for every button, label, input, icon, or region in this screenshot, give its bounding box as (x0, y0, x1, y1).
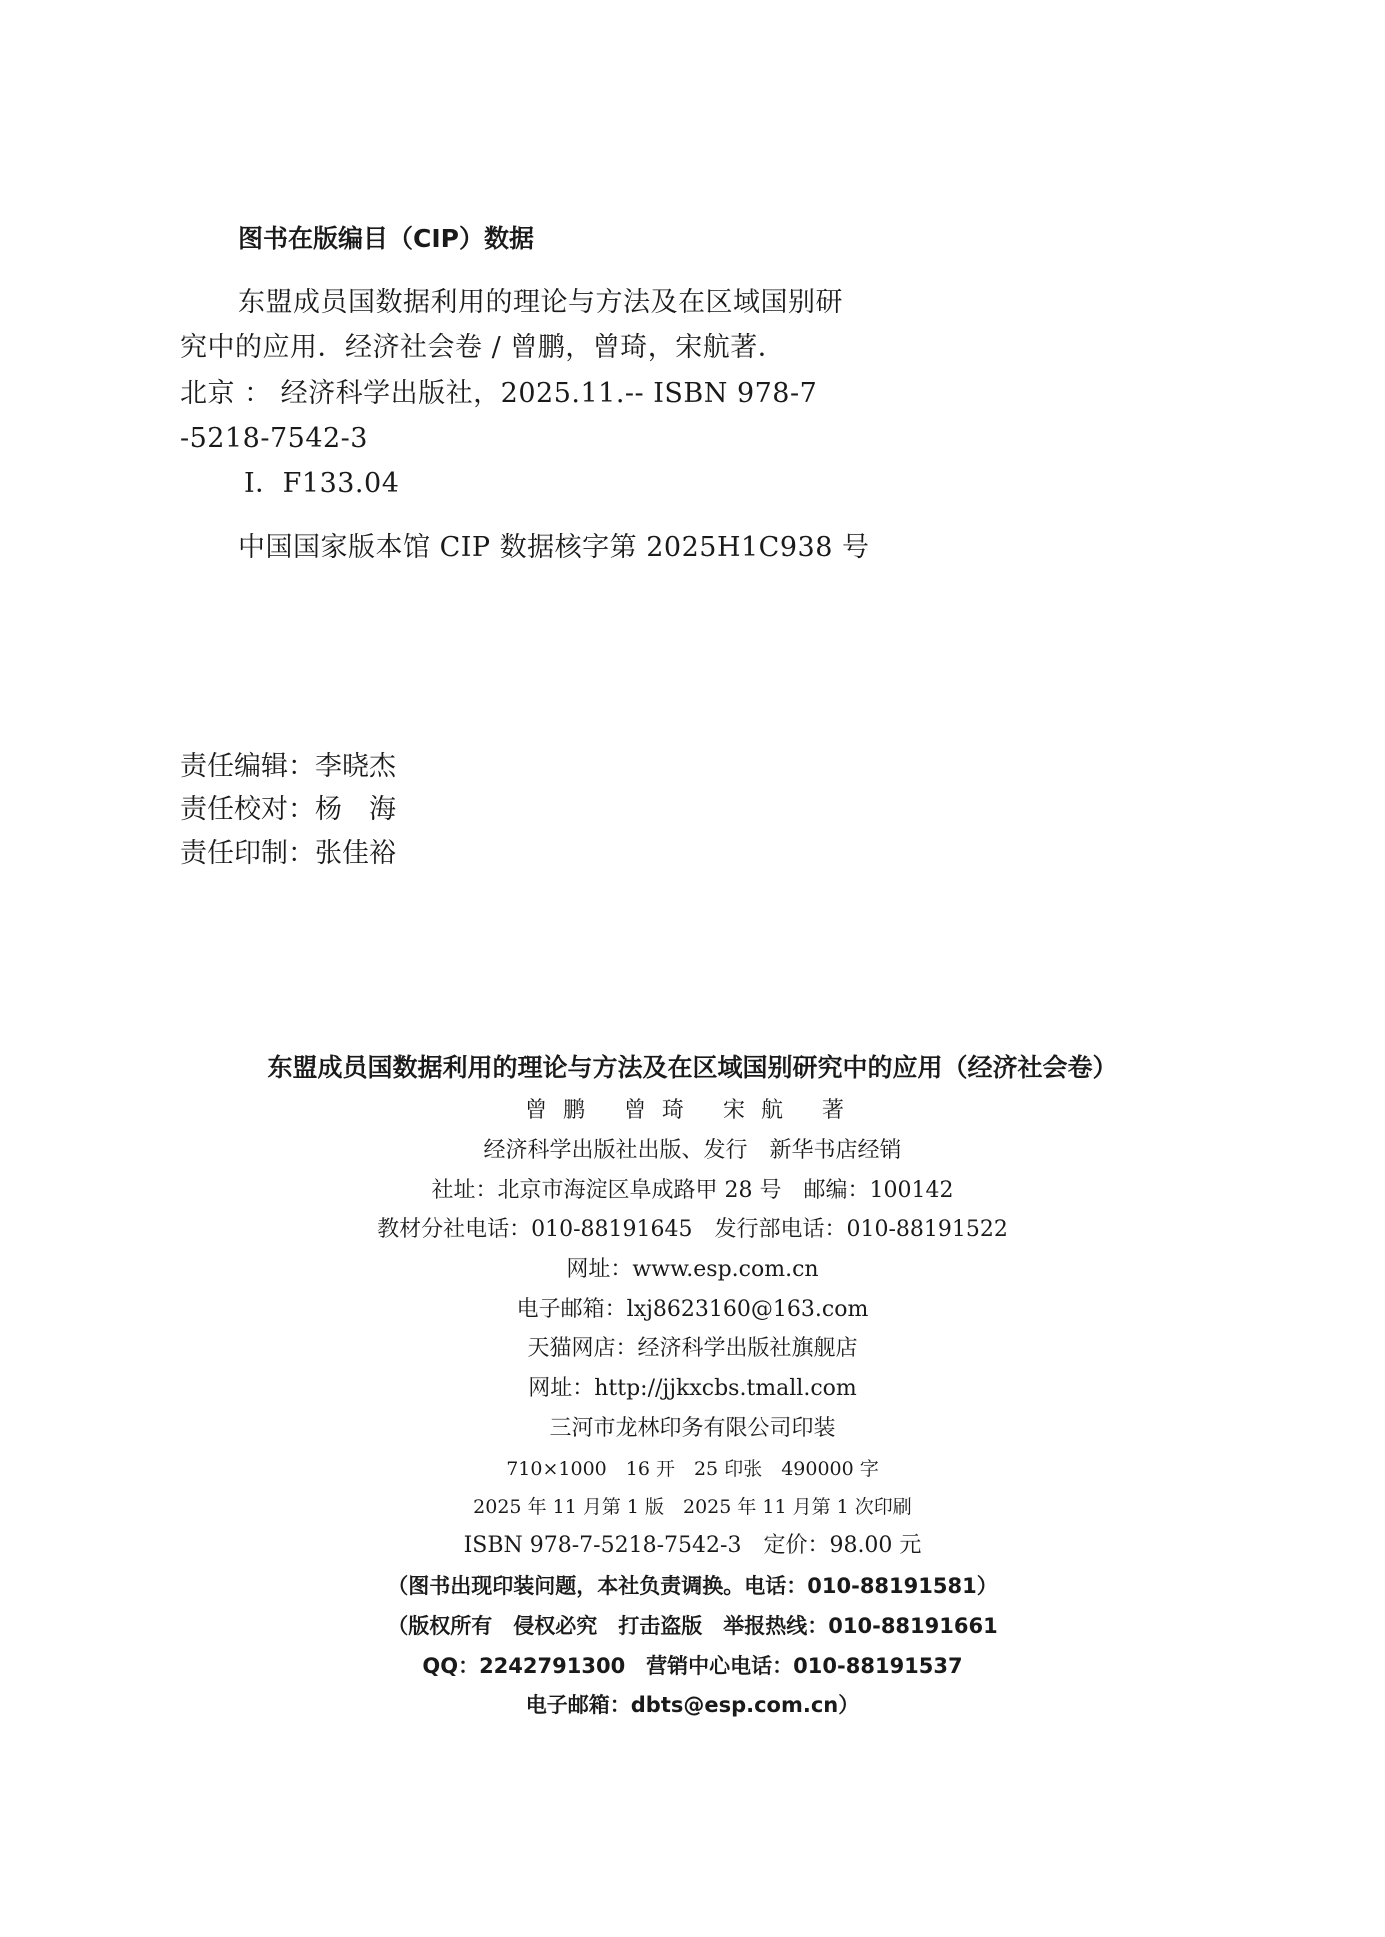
colophon-notice-email: 电子邮箱：dbts@esp.com.cn） (525, 1693, 860, 1717)
cip-line-4: -5218-7542-3 (180, 423, 368, 454)
colophon-edition: 2025 年 11 月第 1 版 2025 年 11 月第 1 次印刷 (473, 1496, 912, 1518)
colophon-notice-copyright: （版权所有 侵权必究 打击盗版 举报热线：010-88191661 (387, 1614, 998, 1638)
cip-line-2: 究中的应用．经济社会卷 / 曾鹏，曾琦，宋航著． (180, 332, 786, 363)
colophon-notice-contact: QQ：2242791300 营销中心电话：010-88191537 (422, 1654, 963, 1678)
colophon-email: 电子邮箱：lxj8623160@163.com (516, 1297, 869, 1322)
colophon-format: 710×1000 16 开 25 印张 490000 字 (506, 1458, 879, 1480)
colophon-printer: 三河市龙林印务有限公司印装 (549, 1416, 836, 1441)
cip-classification: Ⅰ．F133.04 (244, 468, 400, 499)
colophon-tmall-store: 天猫网店：经济科学出版社旗舰店 (527, 1336, 858, 1361)
colophon-notice-misprint: （图书出现印装问题，本社负责调换。电话：010-88191581） (387, 1574, 998, 1598)
cip-library-note: 中国国家版本馆 CIP 数据核字第 2025H1C938 号 (238, 532, 870, 563)
colophon-address: 社址：北京市海淀区阜成路甲 28 号 邮编：100142 (431, 1178, 954, 1203)
cip-line-3: 北京 ： 经济科学出版社，2025.11.-- ISBN 978-7 (180, 378, 818, 409)
colophon-phones: 教材分社电话：010-88191645 发行部电话：010-88191522 (377, 1217, 1008, 1242)
colophon-authors: 曾鹏 曾琦 宋航 著 (525, 1098, 860, 1123)
colophon-publisher: 经济科学出版社出版、发行 新华书店经销 (483, 1138, 902, 1163)
responsible-print-supervisor: 责任印制：张佳裕 (180, 838, 396, 869)
cip-heading: 图书在版编目（CIP）数据 (238, 224, 534, 253)
cip-line-1: 东盟成员国数据利用的理论与方法及在区域国别研 (238, 287, 843, 318)
colophon-tmall-url: 网址：http://jjkxcbs.tmall.com (528, 1376, 857, 1401)
colophon-title: 东盟成员国数据利用的理论与方法及在区域国别研究中的应用（经济社会卷） (267, 1053, 1118, 1082)
responsible-editor: 责任编辑：李晓杰 (180, 751, 396, 782)
colophon-isbn-price: ISBN 978-7-5218-7542-3 定价：98.00 元 (463, 1533, 922, 1558)
colophon-website: 网址：www.esp.com.cn (566, 1257, 819, 1282)
responsible-proofreader: 责任校对：杨 海 (180, 794, 396, 825)
